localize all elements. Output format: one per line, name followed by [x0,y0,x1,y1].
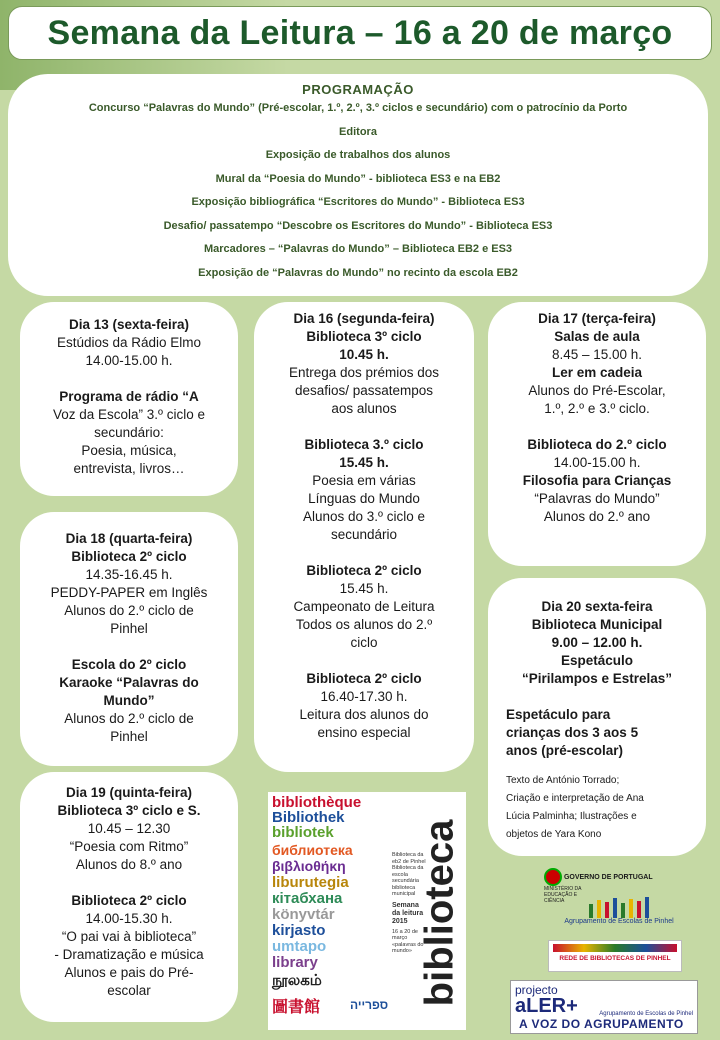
event-line: ensino especial [317,725,411,740]
event-line: - Dramatização e música [54,947,204,962]
biblioteca-poster [268,792,466,1030]
programacao-line: Exposição bibliográfica “Escritores do Mundo” - Biblioteca ES3 [191,196,525,208]
event-location: Biblioteca 3º ciclo e S. [57,803,201,818]
poster-vertical-word: biblioteca [417,819,462,1007]
day-card-16 [254,302,474,772]
rede-bibliotecas-logo [548,940,682,972]
event-line: Pinhel [110,621,148,636]
pencils-icon [556,896,682,918]
day-card-19 [20,772,238,1022]
agrupamento-label: Agrupamento de Escolas de Pinhel [564,918,674,925]
poster-word: könyvtár [272,906,335,923]
poster-word: kirjasto [272,922,326,939]
day-heading: Dia 17 (terça-feira) [538,311,656,326]
credit-line: Texto de António Torrado; [506,775,620,786]
event-line: ciclo [350,635,378,650]
poster-semana: Semana da leitura 2015 [392,901,424,925]
event-title: Karaoke “Palavras do [59,675,199,690]
poster-word: நூலகம் [272,972,322,989]
programacao-line: Desafio/ passatempo “Descobre os Escritores do Mundo” - Biblioteca ES3 [163,219,553,232]
aler-voz: A VOZ DO AGRUPAMENTO [519,1017,684,1031]
event-location: Biblioteca 2º ciclo [71,549,187,564]
day-card-13 [20,302,238,496]
event-line: Estúdios da Rádio Elmo [56,335,202,350]
event-line: desafios/ passatempos [294,383,434,398]
event-title: “Pirilampos e Estrelas” [521,671,673,686]
event-location: Biblioteca 2º ciclo [71,893,187,908]
spacer [502,688,692,706]
event-location: Biblioteca Municipal [531,617,663,632]
poster-word: βιβλιοθήκη [272,858,346,874]
programacao-line: Concurso “Palavras do Mundo” (Pré-escolar, 1.º, 2.º, 3.º ciclos e secundário) com o patrocínio da Porto [88,102,628,114]
event-location: Biblioteca 2º ciclo [306,671,422,686]
credits [502,774,692,846]
event-time: 15.45 h. [339,581,389,596]
event-title: “O pai vai à biblioteca” [61,929,197,944]
event-line: secundário: [94,425,164,440]
event-line: Alunos do Pré-Escolar, [528,383,666,398]
day-heading: Dia 20 sexta-feira [541,599,653,614]
programacao-line: Editora [339,125,377,138]
poster-hebrew: ספרייה [350,998,389,1012]
event-line: Alunos do 2.º ano [543,509,651,524]
event-line: Alunos do 2.º ciclo de [64,603,194,618]
event-time: 14.00-15.00 h. [85,353,173,368]
event-line: 1.º, 2.º e 3.º ciclo. [544,401,650,416]
poster-word: bibliotek [272,824,334,841]
event-time: 8.45 – 15.00 h. [551,347,643,362]
event-time: 14.00-15.30 h. [85,911,173,926]
programacao-line: Marcadores – “Palavras do Mundo” – Biblioteca EB2 e ES3 [203,243,513,255]
event-line: Voz da Escola” 3.º ciclo e [52,407,205,422]
page-title: Semana da Leitura – 16 a 20 de março [47,13,673,52]
event-title: Mundo” [103,693,155,708]
day-heading: Dia 16 (segunda-feira) [293,311,435,326]
portugal-emblem-icon [544,868,562,886]
event-time: 16.40-17.30 h. [320,689,408,704]
credit-line: Lúcia Palminha; Ilustrações e [506,811,637,822]
day-heading: Dia 13 (sexta-feira) [68,317,190,332]
event-time: 14.35-16.45 h. [85,567,173,582]
event-time: 15.45 h. [339,455,389,470]
poster-vertical [418,802,462,1024]
programacao-panel [8,74,708,296]
event-line: Leitura dos alunos do [299,707,429,722]
spacer [34,370,224,388]
event-line: Alunos do 2.º ciclo de [64,711,194,726]
day-card-20 [488,578,706,856]
event-title: “Poesia com Ritmo” [69,839,189,854]
event-line: secundário [330,527,398,542]
day-card-17 [488,302,706,566]
event-line: Alunos do 3.º ciclo e [302,509,425,524]
credit-line: Criação e interpretação de Ana [506,793,644,804]
gov-sub: MINISTÉRIO DA EDUCAÇÃO E CIÊNCIA [544,886,582,904]
event-line: anos (pré-escolar) [506,743,624,758]
event-location: Salas de aula [554,329,640,344]
programacao-line: Exposição de trabalhos dos alunos [265,149,451,161]
event-location: Biblioteca 2º ciclo [306,563,422,578]
title-banner [8,6,712,60]
event-line: “Palavras do Mundo” [534,491,660,506]
event-time: 9.00 – 12.00 h. [551,635,643,650]
credit-line: objetos de Yara Kono [506,829,602,840]
event-line: Espetáculo para [506,707,611,722]
event-time: 14.00-15.00 h. [553,455,641,470]
event-title: Ler em cadeia [551,365,643,380]
event-line: Entrega dos prémios dos [288,365,440,380]
day-card-18 [20,512,238,766]
event-line: Poesia, música, [81,443,177,458]
event-line: entrevista, livros… [73,461,185,476]
spacer [502,418,692,436]
poster-word: 圖書館 [272,999,321,1016]
spacer [34,638,224,656]
poster-word: Bibliothek [272,809,345,826]
event-title: Filosofia para Crianças [522,473,672,488]
spacer [268,652,460,670]
gov-label: GOVERNO DE PORTUGAL [563,873,653,881]
event-title: Espetáculo [560,653,634,668]
event-title: PEDDY-PAPER em Inglês [50,585,208,600]
event-line: Pinhel [110,729,148,744]
poster-word: liburutegia [272,874,349,891]
books-icon [553,944,677,952]
poster-word: библиотека [272,842,353,858]
event-location: Biblioteca 3º ciclo [306,329,422,344]
spacer [268,418,460,436]
aler-projecto: projecto [515,983,558,997]
poster-word: umtapo [272,938,327,955]
programacao-line: Mural da “Poesia do Mundo” - biblioteca ES3 e na EB2 [215,172,501,185]
poster-word: library [272,954,318,971]
day-heading: Dia 19 (quinta-feira) [65,785,193,800]
aler-sub: Agrupamento de Escolas de Pinhel [599,1011,693,1017]
event-time: 10.45 – 12.30 [87,821,171,836]
aler-logo [510,980,698,1034]
governo-logo [544,868,662,904]
event-line: Campeonato de Leitura [293,599,435,614]
rede-label: REDE DE BIBLIOTECAS DE PINHEL [559,955,671,962]
event-line: Todos os alunos do 2.º [295,617,433,632]
aler-title: aLER+ [515,995,578,1017]
event-line: crianças dos 3 aos 5 [506,725,639,740]
agrupamento-logo [556,896,682,934]
programacao-heading: PROGRAMAÇÃO [302,82,414,97]
event-location: Biblioteca do 2.º ciclo [527,437,667,452]
event-location: Biblioteca 3.º ciclo [304,437,424,452]
poster-info-text: Biblioteca da eb2 de Pinhel Biblioteca da escola secundária biblioteca municipal [392,852,426,897]
event-line: Alunos e pais do Pré- [64,965,194,980]
event-time: 10.45 h. [339,347,389,362]
event-line: aos alunos [331,401,397,416]
event-line: escolar [107,983,151,998]
event-line: Poesia em várias [312,473,416,488]
event-location: Escola do 2º ciclo [71,657,187,672]
event-title: Programa de rádio “A [59,389,199,404]
poster-dates: 16 a 20 de março «palavras do mundo» [392,928,424,954]
spacer [268,544,460,562]
poster-word: bibliothèque [272,794,362,811]
poster-word: кітабхана [272,890,343,907]
programacao-line: Exposição de “Palavras do Mundo” no recinto da escola EB2 [198,266,518,279]
spacer [34,874,224,892]
event-line: Alunos do 8.º ano [75,857,183,872]
day-heading: Dia 18 (quarta-feira) [65,531,193,546]
event-line: Línguas do Mundo [308,491,420,506]
